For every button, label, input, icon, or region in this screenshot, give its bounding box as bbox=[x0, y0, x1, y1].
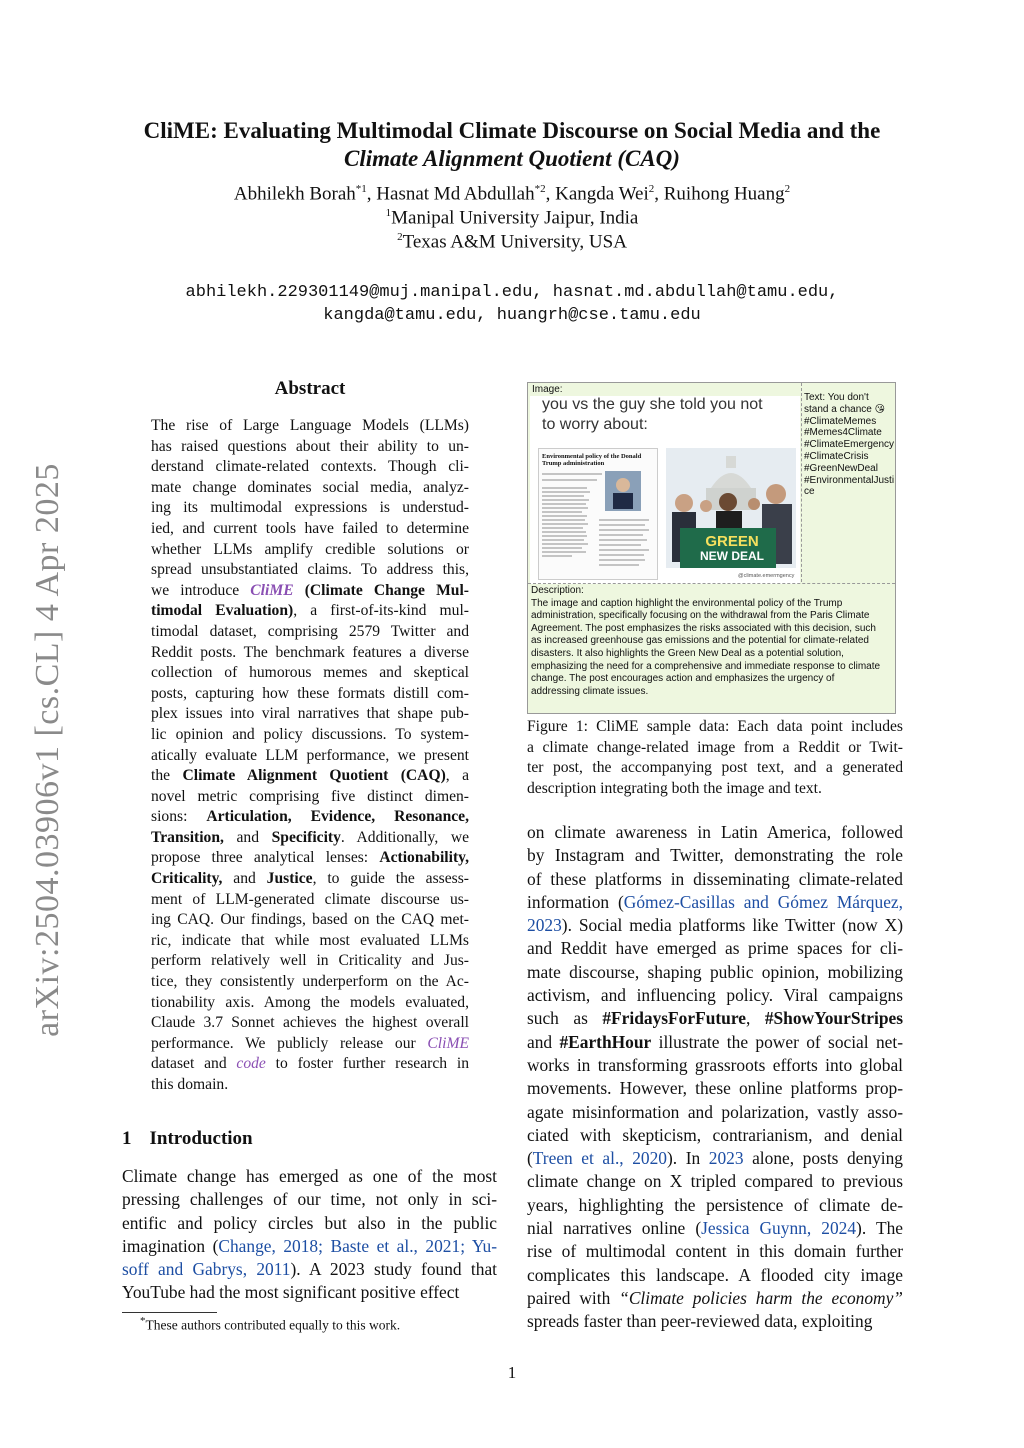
page-number: 1 bbox=[507, 1363, 517, 1382]
intro-line: rise of multimodal content in this domain further bbox=[527, 1241, 903, 1262]
description-line: as increased greenhouse gas emissions and the potential for climate-related bbox=[531, 635, 869, 647]
post-text-line: #ClimateCrisis bbox=[804, 450, 869, 462]
abstract-line: dataset and code to foster further research in bbox=[151, 1055, 469, 1073]
intro-line: pressing challenges of our time, not only in sci- bbox=[122, 1189, 497, 1210]
abstract-line: posts, capturing how these formats distill com- bbox=[151, 684, 469, 702]
figure-1-caption bbox=[527, 717, 903, 799]
abstract-line: derstand climate-related contexts. Though cli- bbox=[151, 458, 469, 476]
post-text-line: #ClimateEmergency bbox=[804, 439, 895, 451]
sign-text-line2: NEW DEAL bbox=[700, 549, 764, 563]
description-line: addressing climate issues. bbox=[531, 685, 649, 697]
abstract-line: sions: Articulation, Evidence, Resonance, bbox=[151, 808, 470, 826]
intro-line: (Treen et al., 2020). In 2023 alone, posts denying bbox=[527, 1148, 903, 1169]
author-list: Abhilekh Borah$^{*1}$, Hasnat Md Abdullah$^{*2}$, Kangda Wei$^2$, Ruihong Huang$^2$ bbox=[233, 183, 791, 205]
abstract-line: the Climate Alignment Quotient (CAQ), a bbox=[151, 767, 470, 785]
post-text-line: stand a chance 😘 bbox=[804, 403, 886, 415]
description-label: Description: bbox=[531, 585, 584, 596]
abstract-line: Criticality, and Justice, to guide the assess- bbox=[151, 870, 469, 888]
description-line: emphasizing the need for a comprehensive and immediate response to climate bbox=[531, 660, 881, 672]
abstract-line: propose three analytical lenses: Actionability, bbox=[151, 849, 469, 867]
intro-line: imagination (Change, 2018; Baste et al., 2021; Yu- bbox=[122, 1235, 497, 1256]
intro-line: 2023). Social media platforms like Twitter (now X) bbox=[527, 915, 903, 936]
emails-line1: abhilekh.229301149@muj.manipal.edu, hasnat.md.abdullah@tamu.edu, bbox=[185, 283, 839, 302]
intro-line: paired with “Climate policies harm the economy” bbox=[527, 1287, 903, 1308]
abstract-heading: Abstract bbox=[274, 378, 346, 399]
author-4: Ruihong Huang bbox=[663, 183, 785, 205]
intro-left-column bbox=[122, 1165, 497, 1305]
affiliation-1: $^1$Manipal University Jaipur, India bbox=[385, 207, 639, 229]
post-text-line: #EnvironmentalJusti bbox=[804, 474, 895, 486]
intro-line: such as #FridaysForFuture, #ShowYourStripes bbox=[527, 1008, 903, 1029]
post-text-line: #Memes4Climate bbox=[804, 427, 882, 439]
intro-line: years, highlighting the persistence of climate de- bbox=[527, 1194, 903, 1215]
abstract-body bbox=[151, 416, 469, 1096]
affiliation-2: $^2$Texas A&M University, USA bbox=[397, 231, 627, 253]
sign-text-line1: GREEN bbox=[705, 533, 759, 550]
intro-line: nial narratives online (Jessica Guynn, 2024). The bbox=[527, 1218, 903, 1239]
abstract-line: collection of humorous memes and skeptical bbox=[151, 664, 469, 682]
abstract-line: mate change dominates social media, analyz- bbox=[151, 478, 469, 496]
abstract-line: ing CAQ. Our findings, based on the CAQ met- bbox=[151, 911, 469, 929]
intro-line: works in transforming grassroots efforts into global bbox=[527, 1054, 903, 1075]
abstract-line: atically evaluate LLM performance, we present bbox=[151, 746, 469, 764]
description-line: disasters. It also highlights the Green New Deal as a potential solution, bbox=[531, 647, 844, 659]
intro-line: and #EarthHour illustrate the power of social net- bbox=[527, 1031, 903, 1052]
abstract-line: performance. We publicly release our CliME bbox=[151, 1034, 469, 1052]
abstract-line: Transition, and Specificity. Additionally, we bbox=[151, 828, 469, 846]
text-label: Text: You don't bbox=[804, 392, 869, 403]
abstract-line: timodal Evaluation), a first-of-its-kind mul- bbox=[151, 602, 469, 620]
intro-line: YouTube had the most significant positive effect bbox=[122, 1282, 460, 1303]
arxiv-identifier: arXiv:2504.03906v1 [cs.CL] 4 Apr 2025 bbox=[29, 463, 66, 1037]
post-text-line: ce bbox=[804, 486, 815, 498]
intro-line: soff and Gabrys, 2011). A 2023 study found that bbox=[122, 1259, 497, 1280]
paper-title-line2: Climate Alignment Quotient (CAQ) bbox=[344, 146, 680, 171]
intro-line: climate change on X tripled compared to previous bbox=[527, 1171, 903, 1192]
figure-divider-horizontal bbox=[528, 583, 895, 584]
abstract-line: ment of LLM-generated climate discourse us- bbox=[151, 890, 469, 908]
abstract-line: ing its multimodal expressions is understud- bbox=[151, 499, 469, 517]
intro-line: and Reddit have emerged as prime spaces for cli- bbox=[527, 938, 903, 959]
intro-line: agate misinformation and polarization, vastly asso- bbox=[527, 1101, 903, 1122]
paper-title-line1: CliME: Evaluating Multimodal Climate Discourse on Social Media and the bbox=[143, 118, 881, 143]
wiki-text-placeholder bbox=[539, 469, 657, 577]
caption-line: description integrating both the image and text. bbox=[527, 779, 822, 797]
author-1: Abhilekh Borah bbox=[233, 183, 356, 205]
intro-line: ciated with skepticism, contrarianism, and denial bbox=[527, 1124, 903, 1145]
intro-line: activism, and influencing policy. Viral campaigns bbox=[527, 985, 903, 1006]
description-line: The image and caption highlight the environmental policy of the Trump bbox=[531, 597, 843, 609]
figure-1 bbox=[527, 382, 896, 714]
intro-line: entific and policy circles but also in the public bbox=[122, 1212, 497, 1233]
abstract-line: Reddit posts. The benchmark features a diverse bbox=[151, 643, 469, 661]
caption-line: Figure 1: CliME sample data: Each data point includes bbox=[527, 718, 903, 735]
footnote-rule bbox=[122, 1312, 217, 1313]
abstract-line: perform relatively well in Criticality and Jus- bbox=[151, 952, 469, 970]
post-text-line: #GreenNewDeal bbox=[804, 462, 878, 474]
abstract-line: whether LLMs amplify credible solutions or bbox=[151, 540, 469, 558]
abstract-line: novel metric comprising five distinct dimen- bbox=[151, 787, 469, 805]
intro-line: spreads faster than peer-reviewed data, exploiting bbox=[527, 1311, 873, 1332]
meme-image bbox=[530, 396, 800, 584]
wiki-title-line1: Environmental policy of the Donald bbox=[542, 453, 642, 460]
abstract-line: The rise of Large Language Models (LLMs) bbox=[151, 417, 469, 434]
author-3: Kangda Wei bbox=[555, 183, 649, 205]
caption-line: ter post, the accompanying post text, and a generated bbox=[527, 759, 903, 776]
figure-divider-vertical bbox=[801, 383, 803, 582]
section-heading-introduction: 1 Introduction bbox=[122, 1128, 253, 1149]
wiki-screenshot bbox=[538, 448, 658, 580]
post-text-line: #ClimateMemes bbox=[804, 415, 877, 427]
intro-line: on climate awareness in Latin America, followed bbox=[527, 822, 903, 842]
intro-line: information (Gómez-Casillas and Gómez Márquez, bbox=[527, 891, 903, 912]
wiki-title-line2: Trump administration bbox=[542, 460, 605, 467]
post-text bbox=[804, 392, 894, 498]
description-line: administration, specifically focusing on the withdrawal from the Paris Climate bbox=[531, 610, 870, 622]
intro-line: of these platforms in disseminating climate-related bbox=[527, 868, 903, 889]
description-line: Agreement. The post emphasizes the risks associated with this decision, such bbox=[531, 622, 876, 634]
abstract-line: timodal dataset, comprising 2579 Twitter and bbox=[151, 622, 469, 640]
abstract-line: we introduce CliME (Climate Change Mul- bbox=[151, 581, 469, 599]
abstract-line: plex issues into viral narratives that shape pub- bbox=[151, 705, 469, 723]
intro-line: Climate change has emerged as one of the most bbox=[122, 1166, 497, 1186]
intro-line: mate discourse, shaping public opinion, mobilizing bbox=[527, 961, 903, 982]
meme-caption-line2: to worry about: bbox=[542, 416, 648, 433]
intro-line: by Instagram and Twitter, demonstrating the role bbox=[527, 845, 903, 866]
intro-right-column bbox=[527, 821, 903, 1334]
abstract-line: has raised questions about their ability to un- bbox=[151, 437, 469, 455]
generated-description bbox=[531, 585, 880, 698]
abstract-line: ied, and current tools have failed to determine bbox=[151, 519, 469, 537]
meme-watermark: @climate.emermgency bbox=[738, 573, 795, 579]
arxiv-sidebar bbox=[28, 460, 68, 1040]
description-line: change. The post encourages action and emphasizes the urgency of bbox=[531, 673, 835, 685]
meme-caption-line1: you vs the guy she told you not bbox=[542, 396, 763, 413]
footnote: *These authors contributed equally to this work. bbox=[140, 1315, 401, 1333]
intro-line: complicates this landscape. A flooded city image bbox=[527, 1264, 903, 1285]
abstract-line: tice, they consistently underperform on the Ac- bbox=[151, 973, 469, 991]
intro-line: movements. However, these online platforms prop- bbox=[527, 1078, 903, 1099]
abstract-line: ric, indicate that while most evaluated LLMs bbox=[151, 931, 469, 949]
abstract-line: spread unsubstantiated claims. To address this, bbox=[151, 561, 469, 579]
author-2: Hasnat Md Abdullah bbox=[376, 183, 535, 205]
image-label: Image: bbox=[532, 384, 563, 395]
abstract-line: Claude 3.7 Sonnet achieves the highest overall bbox=[151, 1014, 469, 1032]
abstract-line: lic opinion and policy discussions. To system- bbox=[151, 725, 469, 743]
abstract-line: this domain. bbox=[151, 1076, 229, 1093]
emails-line2: kangda@tamu.edu, huangrh@cse.tamu.edu bbox=[323, 306, 701, 325]
abstract-line: tionability axis. Among the models evaluated, bbox=[151, 993, 469, 1011]
caption-line: a climate change-related image from a Reddit or Twit- bbox=[527, 738, 903, 756]
